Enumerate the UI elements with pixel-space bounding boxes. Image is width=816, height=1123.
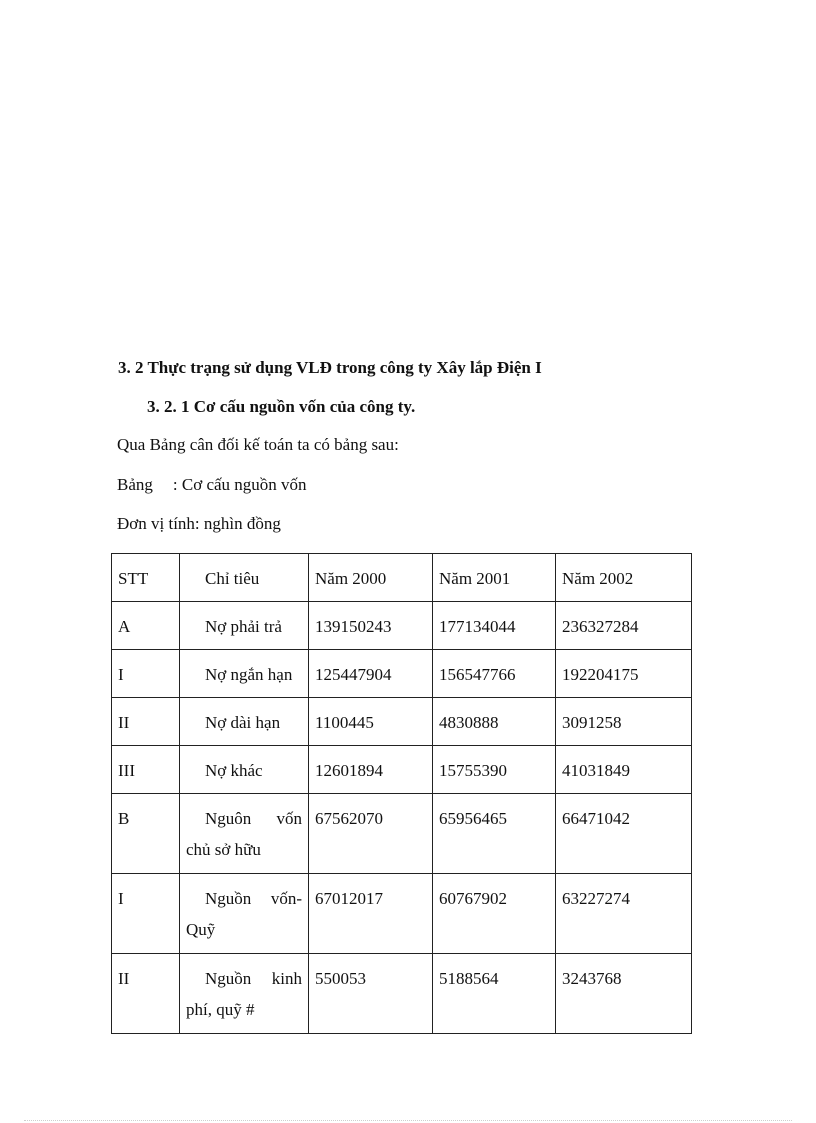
table-row [112, 954, 692, 1034]
table-row [112, 698, 692, 746]
row-value-2001: 5188564 [433, 954, 556, 1034]
row-value-2000: 67562070 [309, 794, 433, 874]
capital-structure-table [111, 553, 692, 1034]
table-header-row [112, 554, 692, 602]
row-stt: II [112, 954, 180, 1034]
intro-paragraph: Qua Bảng cân đối kế toán ta có bảng sau: [117, 435, 399, 454]
row-label-text: Nợ phải trả [205, 617, 282, 636]
header-year-2002: Năm 2002 [556, 554, 692, 602]
row-label [180, 650, 309, 698]
row-value-2002: 3091258 [556, 698, 692, 746]
row-value-2000: 67012017 [309, 874, 433, 954]
row-value-2002: 63227274 [556, 874, 692, 954]
row-stt: I [112, 650, 180, 698]
row-value-2002: 66471042 [556, 794, 692, 874]
row-value-2001: 177134044 [433, 602, 556, 650]
row-label-text: Nguồn vốn-Quỹ [186, 889, 302, 939]
table-caption [117, 475, 307, 495]
page-bottom-divider [24, 1120, 792, 1121]
row-label [180, 874, 309, 954]
row-label [180, 746, 309, 794]
row-value-2000: 550053 [309, 954, 433, 1034]
row-label [180, 602, 309, 650]
header-year-2001: Năm 2001 [433, 554, 556, 602]
table-row [112, 602, 692, 650]
header-year-2000: Năm 2000 [309, 554, 433, 602]
row-value-2000: 125447904 [309, 650, 433, 698]
unit-note: Đơn vị tính: nghìn đồng [117, 514, 281, 533]
row-value-2000: 1100445 [309, 698, 433, 746]
table-row [112, 746, 692, 794]
row-value-2001: 15755390 [433, 746, 556, 794]
row-label [180, 794, 309, 874]
row-label-text: Nợ dài hạn [205, 713, 281, 732]
row-value-2002: 192204175 [556, 650, 692, 698]
row-value-2000: 12601894 [309, 746, 433, 794]
table-caption-text: : Cơ cấu nguồn vốn [172, 475, 307, 494]
row-stt: III [112, 746, 180, 794]
row-value-2001: 65956465 [433, 794, 556, 874]
header-indicator [180, 554, 309, 602]
row-label-text: Nguồn kinh phí, quỹ # [186, 969, 302, 1019]
row-value-2002: 3243768 [556, 954, 692, 1034]
row-value-2001: 60767902 [433, 874, 556, 954]
row-stt: II [112, 698, 180, 746]
table-row [112, 794, 692, 874]
table-caption-label: Bảng [117, 475, 153, 494]
row-stt: A [112, 602, 180, 650]
row-label-text: Nguôn vốn chủ sở hữu [186, 809, 302, 859]
table-row [112, 874, 692, 954]
row-value-2002: 236327284 [556, 602, 692, 650]
row-value-2000: 139150243 [309, 602, 433, 650]
row-stt: B [112, 794, 180, 874]
subsection-heading: 3. 2. 1 Cơ cấu nguồn vốn của công ty. [147, 397, 416, 416]
row-label [180, 698, 309, 746]
header-indicator-text: Chỉ tiêu [205, 569, 260, 588]
row-label [180, 954, 309, 1034]
section-heading: 3. 2 Thực trạng sử dụng VLĐ trong công ty Xây lắp Điện I [118, 358, 542, 377]
row-label-text: Nợ khác [205, 761, 263, 780]
row-value-2002: 41031849 [556, 746, 692, 794]
row-label-text: Nợ ngắn hạn [205, 665, 293, 684]
table-row [112, 650, 692, 698]
row-value-2001: 4830888 [433, 698, 556, 746]
header-stt: STT [112, 554, 180, 602]
row-stt: I [112, 874, 180, 954]
row-value-2001: 156547766 [433, 650, 556, 698]
